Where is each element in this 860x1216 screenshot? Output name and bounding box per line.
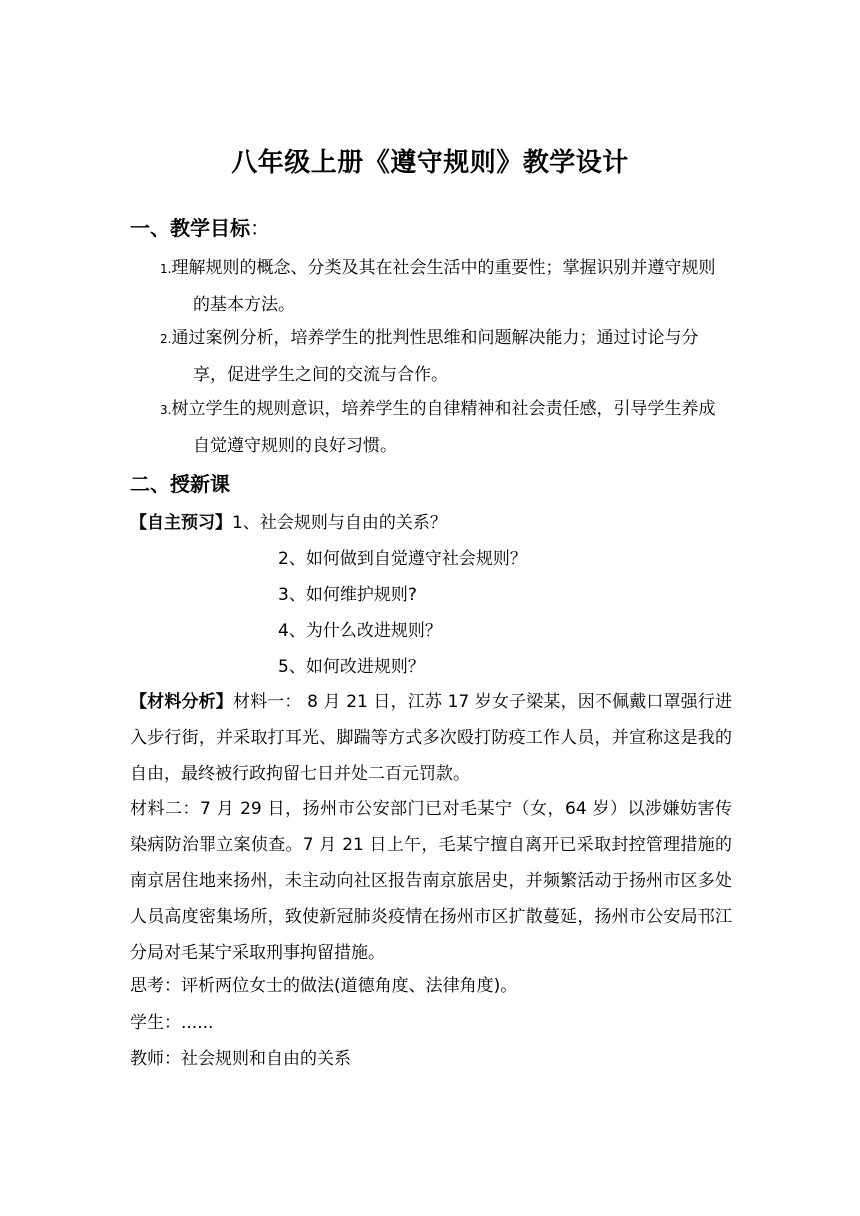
objective-text: 理解规则的概念、分类及其在社会生活中的重要性；掌握识别并遵守规则 bbox=[171, 258, 716, 278]
preview-label: 【自主预习】 bbox=[130, 513, 232, 533]
objective-item-1 bbox=[160, 250, 732, 323]
objective-text-continued: 享，促进学生之间的交流与合作。 bbox=[193, 365, 448, 385]
question-text: 1、社会规则与自由的关系？ bbox=[232, 513, 447, 533]
material-one-text: 材料一： 8 月 21 日，江苏 17 岁女子梁某，因不佩戴口罩强行进入步行街，并采取打耳光、脚踹等方式多次殴打防疫工作人员，并宣称这是我的自由，最终被行政拘留七日并处二百元罚款。 bbox=[130, 692, 732, 784]
objective-text-continued: 自觉遵守规则的良好习惯。 bbox=[193, 436, 397, 456]
objective-number: 1. bbox=[160, 262, 172, 276]
objective-item-2 bbox=[160, 320, 732, 393]
page-title: 八年级上册《遵守规则》教学设计 bbox=[231, 148, 629, 178]
teacher-response: 教师：社会规则和自由的关系 bbox=[130, 1049, 351, 1069]
heading-colon: ： bbox=[250, 216, 270, 240]
objective-number: 3. bbox=[160, 403, 172, 417]
objective-text: 树立学生的规则意识，培养学生的自律精神和社会责任感，引导学生养成 bbox=[171, 399, 716, 419]
preview-question-2: 2、如何做到自觉遵守社会规则？ bbox=[278, 549, 527, 569]
objective-item-3 bbox=[160, 391, 732, 464]
section-heading-objectives bbox=[130, 212, 270, 244]
preview-question-1 bbox=[130, 505, 732, 541]
material-two-paragraph: 材料二：7 月 29 日，扬州市公安部门已对毛某宁（女，64 岁）以涉嫌妨害传染病防治罪立案侦查。7 月 21 日上午，毛某宁擅自离开已采取封控管理措施的南京居住地来扬州，未主动向社区报告南京旅居史，并频繁活动于扬州市区多处人员高度密集场所，致使新冠肺炎疫情在扬州市区扩散蔓延，扬州市公安局邗江分局对毛某宁采取刑事拘留措施。 bbox=[130, 799, 732, 963]
section-heading-new-lesson: 二、授新课 bbox=[130, 472, 230, 496]
preview-question-3: 3、如何维护规则? bbox=[278, 585, 417, 605]
preview-question-4: 4、为什么改进规则？ bbox=[278, 621, 442, 641]
objective-number: 2. bbox=[160, 332, 172, 346]
objective-text-continued: 的基本方法。 bbox=[193, 295, 295, 315]
material-one-paragraph bbox=[130, 684, 732, 792]
student-response: 学生：...... bbox=[130, 1013, 214, 1033]
preview-question-5: 5、如何改进规则？ bbox=[278, 657, 425, 677]
thinking-prompt: 思考：评析两位女士的做法(道德角度、法律角度)。 bbox=[130, 976, 518, 996]
analysis-label: 【材料分析】 bbox=[130, 692, 233, 712]
objective-text: 通过案例分析，培养学生的批判性思维和问题解决能力；通过讨论与分 bbox=[171, 328, 699, 348]
section-heading-text: 一、教学目标 bbox=[130, 216, 250, 240]
